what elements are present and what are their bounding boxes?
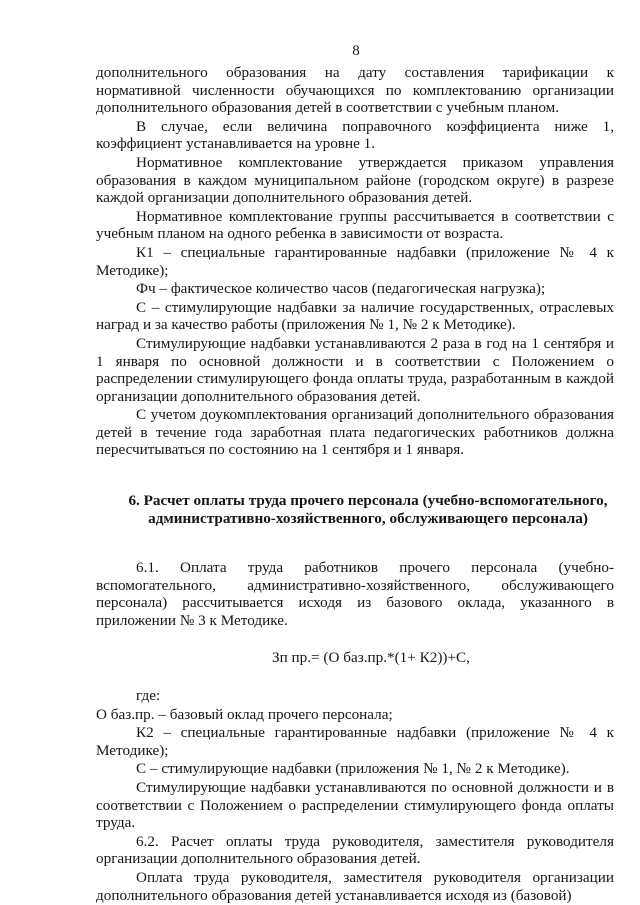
paragraph: Нормативное комплектование группы рассчитывается в соответствии с учебным планом на одного ребенка в зависимости от возраста. [96,207,614,243]
paragraph: О баз.пр. – базовый оклад прочего персонала; [96,705,393,723]
paragraph: С учетом доукомплектования организаций дополнительного образования детей в течение года заработная плата педагогических работников должна пересчитываться по состоянию на 1 сентября и 1 января. [96,406,614,459]
paragraph: Стимулирующие надбавки устанавливаются 2 раза в год на 1 сентября и 1 января по основной должности и в соответствии с Положением о распределении стимулирующего фонда оплаты труда, разработанным в каждой организации дополнительного образования детей. [96,334,614,405]
paragraph: 6.2. Расчет оплаты труда руководителя, заместителя руководителя организации дополнительного образования детей. [96,832,614,868]
page-number: 8 [352,43,360,59]
paragraph: Фч – фактическое количество часов (педагогическая нагрузка); [136,280,546,298]
paragraph: С – стимулирующие надбавки (приложения № 1, № 2 к Методике). [136,760,570,778]
paragraph: 6.1. Оплата труда работников прочего персонала (учебно-вспомогательного, административно-хозяйственного, обслуживающего персонала) рассчитывается исходя из базового оклада, указанного в приложении № 3 к Методике. [96,559,614,629]
formula: Зп пр.= (О баз.пр.*(1+ К2))+С, [272,649,470,667]
paragraph: В случае, если величина поправочного коэффициента ниже 1, коэффициент устанавливается на уровне 1. [96,117,614,153]
paragraph: К2 – специальные гарантированные надбавки (приложение № 4 к Методике); [96,724,614,759]
paragraph: Оплата труда руководителя, заместителя руководителя организации дополнительного образования детей устанавливается исходя из (базовой) [96,868,614,904]
paragraph: С – стимулирующие надбавки за наличие государственных, отраслевых наград и за качество работы (приложения № 1, № 2 к Методике). [96,298,614,334]
paragraph: дополнительного образования на дату составления тарификации к нормативной численности обучающихся по комплектованию организации дополнительного образования детей в соответствии с учебным планом. [96,64,614,117]
document-body [96,64,614,905]
paragraph: где: [136,687,161,705]
paragraph: К1 – специальные гарантированные надбавки (приложение № 4 к Методике); [96,243,614,279]
paragraph: Нормативное комплектование утверждается приказом управления образования в каждом муниципальном районе (городском округе) в разрезе каждой организации дополнительного образования детей. [96,153,614,207]
section-heading: 6. Расчет оплаты труда прочего персонала (учебно-вспомогательного, административно-хозяйственного, обслуживающего персонала) [128,492,608,528]
paragraph: Стимулирующие надбавки устанавливаются по основной должности и в соответствии с Положением о распределении стимулирующего фонда оплаты труда. [96,779,614,832]
